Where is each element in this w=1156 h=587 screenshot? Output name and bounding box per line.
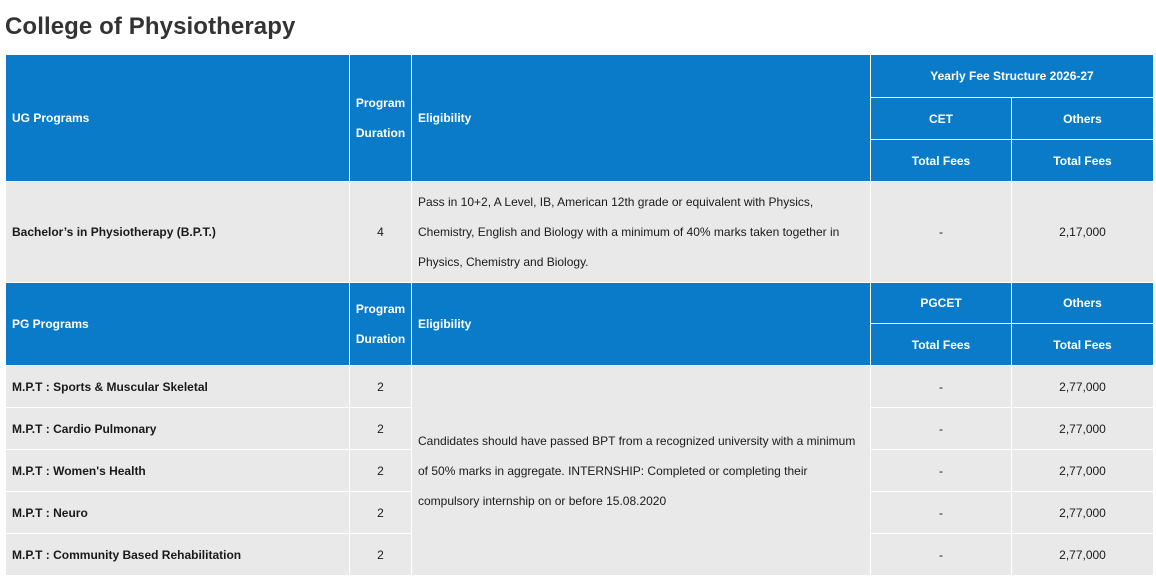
cet-fee: - bbox=[871, 182, 1012, 283]
pgcet-fee: - bbox=[871, 534, 1012, 576]
program-name: M.P.T : Women's Health bbox=[6, 450, 350, 492]
pg-eligibility-text: Candidates should have passed BPT from a recognized university with a minimum of 50% marks in aggregate. INTERNSHIP: Completed or completing their compulsory internship on or before 15.08.2020 bbox=[412, 366, 871, 576]
program-duration: 2 bbox=[350, 408, 412, 450]
program-name: Bachelor’s in Physiotherapy (B.P.T.) bbox=[6, 182, 350, 283]
table-row bbox=[6, 366, 1154, 408]
program-duration: 2 bbox=[350, 534, 412, 576]
ug-duration-header bbox=[350, 55, 412, 182]
pgcet-fee: - bbox=[871, 366, 1012, 408]
others-fee: 2,77,000 bbox=[1012, 408, 1154, 450]
pgcet-header: PGCET bbox=[871, 283, 1012, 324]
program-name: M.P.T : Neuro bbox=[6, 492, 350, 534]
fee-structure-header: Yearly Fee Structure 2026-27 bbox=[871, 55, 1154, 98]
others-fee: 2,77,000 bbox=[1012, 492, 1154, 534]
pg-others-total-fees-header: Total Fees bbox=[1012, 324, 1154, 366]
pg-duration-header-line1: Program bbox=[355, 302, 406, 316]
program-name: M.P.T : Community Based Rehabilitation bbox=[6, 534, 350, 576]
others-fee: 2,77,000 bbox=[1012, 450, 1154, 492]
cet-header: CET bbox=[871, 98, 1012, 140]
cet-total-fees-header: Total Fees bbox=[871, 140, 1012, 182]
program-duration: 2 bbox=[350, 450, 412, 492]
program-duration: 2 bbox=[350, 492, 412, 534]
pgcet-total-fees-header: Total Fees bbox=[871, 324, 1012, 366]
ug-others-header: Others bbox=[1012, 98, 1154, 140]
program-duration: 4 bbox=[350, 182, 412, 283]
pgcet-fee: - bbox=[871, 492, 1012, 534]
pg-programs-header: PG Programs bbox=[6, 283, 350, 366]
ug-others-total-fees-header: Total Fees bbox=[1012, 140, 1154, 182]
others-fee: 2,17,000 bbox=[1012, 182, 1154, 283]
ug-duration-header-line2: Duration bbox=[355, 126, 406, 140]
table-row bbox=[6, 182, 1154, 283]
pg-duration-header bbox=[350, 283, 412, 366]
page-title: College of Physiotherapy bbox=[5, 13, 296, 40]
ug-eligibility-header: Eligibility bbox=[412, 55, 871, 182]
pgcet-fee: - bbox=[871, 450, 1012, 492]
pgcet-fee: - bbox=[871, 408, 1012, 450]
program-name: M.P.T : Sports & Muscular Skeletal bbox=[6, 366, 350, 408]
others-fee: 2,77,000 bbox=[1012, 366, 1154, 408]
fee-table bbox=[5, 54, 1154, 576]
program-duration: 2 bbox=[350, 366, 412, 408]
others-fee: 2,77,000 bbox=[1012, 534, 1154, 576]
eligibility-text: Pass in 10+2, A Level, IB, American 12th grade or equivalent with Physics, Chemistry, English and Biology with a minimum of 40% marks taken together in Physics, Chemistry and Biology. bbox=[412, 182, 871, 283]
ug-programs-header: UG Programs bbox=[6, 55, 350, 182]
program-name: M.P.T : Cardio Pulmonary bbox=[6, 408, 350, 450]
pg-others-header: Others bbox=[1012, 283, 1154, 324]
ug-duration-header-line1: Program bbox=[355, 96, 406, 110]
pg-duration-header-line2: Duration bbox=[355, 332, 406, 346]
pg-eligibility-header: Eligibility bbox=[412, 283, 871, 366]
